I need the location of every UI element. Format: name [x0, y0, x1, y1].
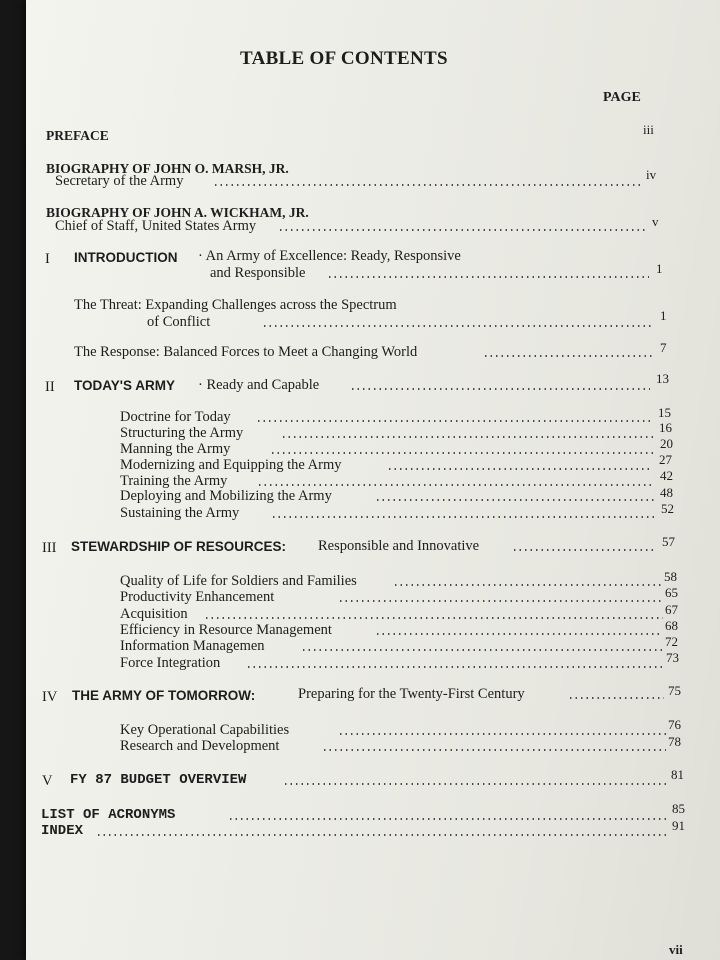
toc-item-page: 52 — [661, 501, 674, 516]
toc-item-page: 16 — [659, 420, 672, 435]
toc-index-label: INDEX — [41, 823, 84, 839]
toc-section-i-number: I — [45, 251, 50, 267]
toc-item-label: Acquisition — [120, 606, 188, 622]
toc-bio-marsh-page: iv — [646, 167, 657, 182]
toc-bio-marsh-title: BIOGRAPHY OF JOHN O. MARSH, JR. — [46, 161, 289, 176]
toc-section-iv-page: 75 — [668, 683, 681, 698]
toc-item-page: 76 — [668, 717, 681, 732]
toc-bio-wickham-page: v — [652, 214, 659, 229]
toc-preface-page: iii — [643, 122, 654, 137]
leader-dots — [568, 697, 664, 699]
toc-item-label: Productivity Enhancement — [120, 589, 275, 605]
toc-section-iii-number: III — [42, 540, 57, 556]
toc-section-iii-page: 57 — [662, 534, 675, 549]
toc-item-page: 42 — [660, 468, 673, 483]
toc-item-label: Quality of Life for Soldiers and Families — [120, 573, 357, 589]
toc-section-ii-page: 13 — [656, 371, 669, 386]
toc-item-label: Research and Development — [120, 738, 280, 754]
toc-item-page: 68 — [665, 618, 678, 633]
toc-section-iv-number: IV — [42, 689, 58, 705]
toc-threat-page: 1 — [660, 308, 667, 323]
toc-section-ii-title: TODAY'S ARMY — [74, 378, 175, 393]
toc-section-iii-subtitle: Responsible and Innovative — [318, 538, 480, 554]
leader-dots — [270, 452, 654, 454]
toc-index-page: 91 — [672, 818, 685, 833]
toc-item-label: Force Integration — [120, 655, 221, 671]
toc-response-label: The Response: Balanced Forces to Meet a Changing World — [74, 344, 418, 360]
toc-preface-label: PREFACE — [46, 128, 109, 143]
toc-section-v-number: V — [42, 773, 53, 789]
toc-section-i-title: INTRODUCTION — [74, 250, 178, 265]
toc-section-i-subtitle-line1: · An Army of Excellence: Ready, Responsive — [198, 248, 461, 264]
toc-item-page: 78 — [668, 734, 681, 749]
leader-dots — [257, 484, 654, 486]
leader-dots — [375, 633, 663, 635]
toc-item-page: 58 — [664, 569, 677, 584]
toc-item-label: Modernizing and Equipping the Army — [120, 457, 342, 473]
leader-dots — [256, 420, 652, 422]
toc-section-v-page: 81 — [671, 767, 684, 782]
toc-bio-wickham-subtitle: Chief of Staff, United States Army — [55, 218, 257, 234]
toc-section-iv-title: THE ARMY OF TOMORROW: — [72, 688, 256, 703]
toc-item-page: 73 — [666, 650, 679, 665]
toc-item-label: Doctrine for Today — [120, 409, 231, 425]
leader-dots — [278, 229, 646, 231]
toc-item-label: Manning the Army — [120, 441, 231, 457]
leader-dots — [204, 617, 663, 619]
leader-dots — [271, 516, 655, 518]
toc-threat-line1: The Threat: Expanding Challenges across the Spectrum — [74, 297, 397, 313]
toc-threat-line2: of Conflict — [147, 314, 211, 330]
toc-item-page: 48 — [660, 485, 673, 500]
leader-dots — [213, 184, 640, 186]
toc-section-i-subtitle-line2: and Responsible — [210, 265, 306, 281]
leader-dots — [322, 749, 666, 751]
leader-dots — [338, 600, 662, 602]
page-number: vii — [669, 942, 683, 957]
toc-bio-marsh-subtitle: Secretary of the Army — [55, 173, 184, 189]
leader-dots — [283, 783, 668, 785]
toc-section-iii-title: STEWARDSHIP OF RESOURCES: — [71, 539, 287, 554]
toc-item-page: 72 — [665, 634, 678, 649]
toc-bio-wickham-title: BIOGRAPHY OF JOHN A. WICKHAM, JR. — [46, 205, 309, 220]
leader-dots — [262, 325, 654, 327]
toc-item-page: 27 — [659, 452, 672, 467]
leader-dots — [301, 649, 663, 651]
toc-item-label: Efficiency in Resource Management — [120, 622, 332, 638]
toc-acronyms-page: 85 — [672, 801, 685, 816]
page-column-header: PAGE — [603, 90, 641, 105]
toc-item-page: 20 — [660, 436, 673, 451]
toc-item-label: Sustaining the Army — [120, 505, 240, 521]
toc-section-v-title: FY 87 BUDGET OVERVIEW — [70, 772, 247, 788]
toc-item-page: 65 — [665, 585, 678, 600]
toc-item-label: Structuring the Army — [120, 425, 244, 441]
toc-section-i-page: 1 — [656, 261, 663, 276]
toc-item-label: Information Managemen — [120, 638, 265, 654]
leader-dots — [246, 666, 664, 668]
toc-section-ii-subtitle: · Ready and Capable — [198, 377, 320, 393]
leader-dots — [96, 834, 669, 836]
leader-dots — [375, 499, 654, 501]
leader-dots — [387, 468, 653, 470]
leader-dots — [338, 733, 666, 735]
toc-item-label: Deploying and Mobilizing the Army — [120, 488, 332, 504]
toc-section-iv-subtitle: Preparing for the Twenty-First Century — [298, 686, 525, 702]
toc-item-page: 15 — [658, 405, 671, 420]
toc-response-page: 7 — [660, 340, 667, 355]
leader-dots — [393, 584, 661, 586]
leader-dots — [483, 355, 655, 357]
leader-dots — [281, 436, 653, 438]
leader-dots — [228, 818, 668, 820]
toc-section-ii-number: II — [45, 379, 55, 395]
toc-item-page: 67 — [665, 602, 678, 617]
leader-dots — [327, 276, 649, 278]
toc-acronyms-label: LIST OF ACRONYMS — [41, 807, 176, 823]
toc-item-label: Key Operational Capabilities — [120, 722, 290, 738]
leader-dots — [350, 388, 650, 390]
page-title: TABLE OF CONTENTS — [240, 48, 448, 69]
toc-item-label: Training the Army — [120, 473, 228, 489]
leader-dots — [512, 549, 656, 551]
